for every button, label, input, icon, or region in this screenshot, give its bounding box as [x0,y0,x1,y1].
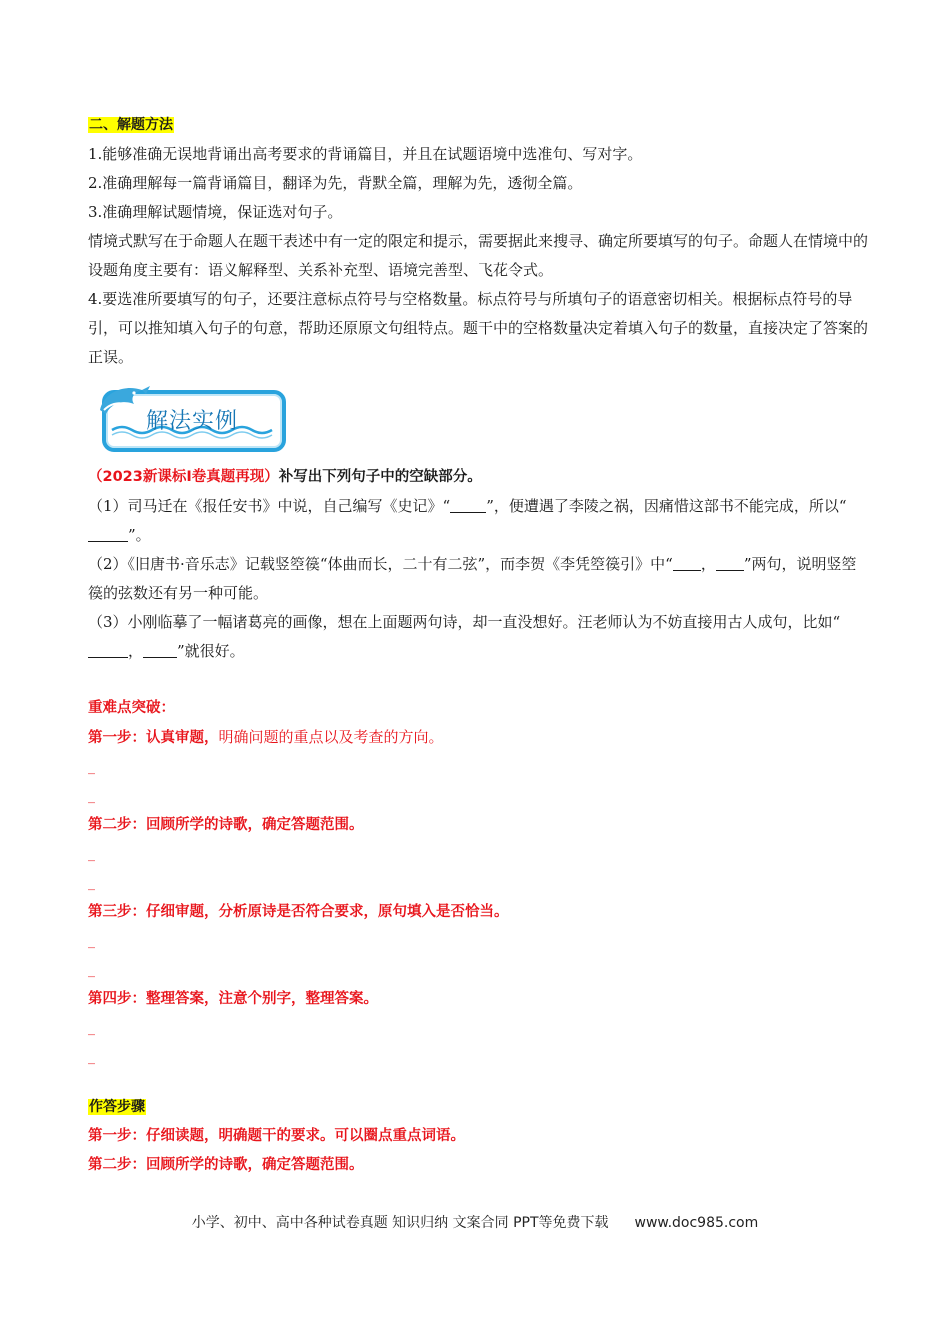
method-item-4: 4.要选准所要填写的句子，还要注意标点符号与空格数量。标点符号与所填句子的语意密切相关。根据标点符号的导引，可以推知填入句子的句意，帮助还原原文句组特点。题干中的空格数量决定着填入句子的数量，直接决定了答案的正误。 [88,290,869,366]
method-item-2: 2.准确理解每一篇背诵篇目，翻译为先，背默全篇，理解为先，透彻全篇。 [88,174,583,192]
example-badge [94,380,294,452]
answer-blank[interactable] [673,555,701,571]
method-item-context: 情境式默写在于命题人在题干表述中有一定的限定和提示，需要据此来搜寻、确定所要填写的句子。命题人在情境中的设题角度主要有：语义解释型、关系补充型、语境完善型、飞花令式。 [88,232,869,279]
breakthrough-step-3: 第三步：仔细审题，分析原诗是否符合要求，原句填入是否恰当。 [88,904,509,920]
answer-dash: _ [88,1020,95,1036]
methods-section [88,110,868,140]
answer-blank[interactable] [143,642,177,658]
answer-step-2: 第二步：回顾所学的诗歌，确定答题范围。 [88,1157,364,1173]
answer-dash: _ [88,1049,95,1065]
example-instruction: 补写出下列句子中的空缺部分。 [278,469,482,485]
methods-heading: 二、解题方法 [89,117,173,133]
example-source: （2023新课标Ⅰ卷真题再现） [88,469,279,485]
method-item-1: 1.能够准确无误地背诵出高考要求的背诵篇目，并且在试题语境中选准句、写对字。 [88,145,643,163]
question-2: （2）《旧唐书·音乐志》记载竖箜篌“体曲而长，二十有二弦”，而李贺《李凭箜篌引》中“ ， ”两句，说明竖箜篌的弦数还有另一种可能。 [88,555,857,602]
page-footer [0,1212,950,1232]
question-1: （1）司马迁在《报任安书》中说，自己编写《史记》“ ”，便遭遇了李陵之祸，因痛惜这部书不能完成，所以“”。 [88,497,847,544]
breakthrough-step-4: 第四步：整理答案，注意个别字，整理答案。 [88,991,378,1007]
footer-link[interactable]: www.doc985.com [634,1215,759,1231]
answer-dash: _ [88,933,95,949]
answer-step-1: 第一步：仔细读题，明确题干的要求。可以圈点重点词语。 [88,1128,465,1144]
badge-label: 解法实例 [146,409,239,434]
answer-dash: _ [88,788,95,804]
footer-text: 小学、初中、高中各种试卷真题 知识归纳 文案合同 PPT等免费下载 [191,1215,609,1231]
answer-dash: _ [88,846,95,862]
answer-steps-section [88,1092,868,1122]
breakthrough-step-2: 第二步：回顾所学的诗歌，确定答题范围。 [88,817,364,833]
answer-steps-heading: 作答步骤 [89,1099,145,1115]
answer-blank[interactable] [88,526,128,542]
document-body [88,110,868,1180]
answer-dash: _ [88,759,95,775]
answer-blank[interactable] [88,642,128,658]
answer-blank[interactable] [716,555,744,571]
answer-blank[interactable] [450,497,486,513]
answer-dash: _ [88,962,95,978]
method-item-3: 3.准确理解试题情境，保证选对句子。 [88,203,343,221]
example-intro [88,462,868,492]
answer-dash: _ [88,875,95,891]
dolphin-icon [94,380,154,420]
breakthrough-heading: 重难点突破： [88,700,175,716]
breakthrough-step-1: 第一步：认真审题，明确问题的重点以及考查的方向。 [88,728,444,746]
question-3: （3）小刚临摹了一幅诸葛亮的画像，想在上面题两句诗，却一直没想好。汪老师认为不妨直接用古人成句，比如“， ”就很好。 [88,613,841,660]
